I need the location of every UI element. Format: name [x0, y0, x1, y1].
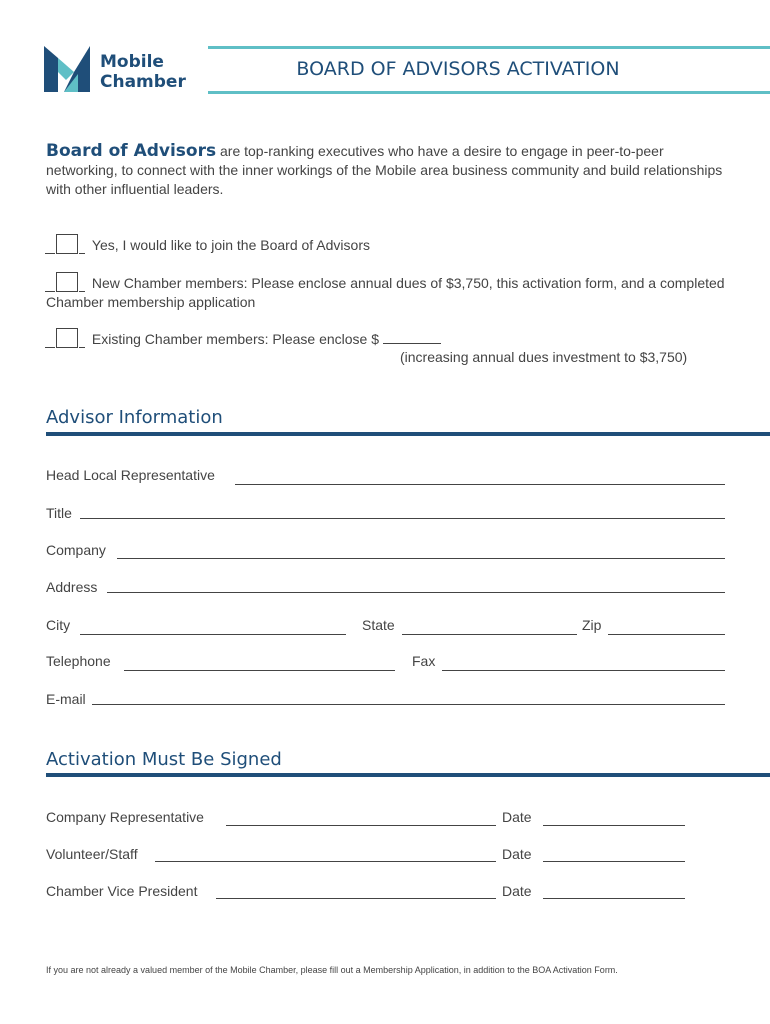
city-field[interactable]	[80, 634, 346, 635]
advisor-info-heading: Advisor Information	[46, 407, 223, 428]
logo-line-2: Chamber	[100, 72, 186, 92]
logo-line-1: Mobile	[100, 52, 164, 72]
company-rep-date-field[interactable]	[543, 825, 685, 826]
volunteer-date-field[interactable]	[543, 861, 685, 862]
company-label: Company	[46, 542, 106, 558]
mobile-chamber-logo-icon	[44, 46, 92, 92]
option-join-label: Yes, I would like to join the Board of Advisors	[91, 237, 370, 253]
head-rep-label: Head Local Representative	[46, 467, 215, 483]
address-label: Address	[46, 579, 98, 595]
head-rep-field[interactable]	[235, 484, 725, 485]
fax-label: Fax	[412, 653, 436, 669]
existing-members-checkbox[interactable]	[56, 328, 78, 348]
title-label: Title	[46, 505, 72, 521]
new-members-checkbox[interactable]	[56, 272, 78, 292]
state-label: State	[362, 617, 395, 633]
option-existing-members-label: Existing Chamber members: Please enclose $	[91, 331, 380, 347]
volunteer-date-label: Date	[502, 846, 532, 862]
intro-paragraph	[46, 142, 736, 199]
logo-wordmark	[100, 52, 186, 92]
signatures-rule	[46, 773, 770, 777]
zip-field[interactable]	[608, 634, 725, 635]
page-title: BOARD OF ADVISORS ACTIVATION	[296, 58, 620, 80]
vice-president-date-label: Date	[502, 883, 532, 899]
volunteer-signature-field[interactable]	[155, 861, 496, 862]
advisor-info-rule	[46, 432, 770, 436]
existing-members-note: (increasing annual dues investment to $3,750)	[400, 349, 688, 365]
email-field[interactable]	[92, 704, 725, 705]
footer-note: If you are not already a valued member of the Mobile Chamber, please fill out a Membership Application, in addition to the BOA Activation Form.	[46, 965, 618, 975]
company-rep-date-label: Date	[502, 809, 532, 825]
fax-field[interactable]	[442, 670, 725, 671]
zip-label: Zip	[582, 617, 602, 633]
volunteer-label: Volunteer/Staff	[46, 846, 138, 862]
email-label: E-mail	[46, 691, 86, 707]
option-existing-members	[46, 328, 736, 349]
address-field[interactable]	[107, 592, 725, 593]
vice-president-signature-field[interactable]	[216, 898, 496, 899]
option-new-members-label: New Chamber members: Please enclose annual dues of $3,750, this activation form, and a completed Chamber membership application	[46, 275, 725, 310]
intro-text: are top-ranking executives who have a desire to engage in peer-to-peer networking, to connect with the inner workings of the Mobile area business community and build relationships with other influential leaders.	[46, 143, 723, 197]
telephone-field[interactable]	[124, 670, 395, 671]
option-join	[46, 234, 736, 255]
company-rep-signature-field[interactable]	[226, 825, 496, 826]
join-checkbox[interactable]	[56, 234, 78, 254]
city-label: City	[46, 617, 71, 633]
title-field[interactable]	[80, 518, 725, 519]
vice-president-date-field[interactable]	[543, 898, 685, 899]
company-rep-label: Company Representative	[46, 809, 204, 825]
amount-input[interactable]	[383, 331, 441, 344]
vice-president-label: Chamber Vice President	[46, 883, 198, 899]
option-new-members	[46, 272, 736, 312]
state-field[interactable]	[402, 634, 577, 635]
telephone-label: Telephone	[46, 653, 111, 669]
company-field[interactable]	[117, 558, 725, 559]
signatures-heading: Activation Must Be Signed	[46, 749, 282, 770]
intro-lead: Board of Advisors	[46, 141, 217, 161]
